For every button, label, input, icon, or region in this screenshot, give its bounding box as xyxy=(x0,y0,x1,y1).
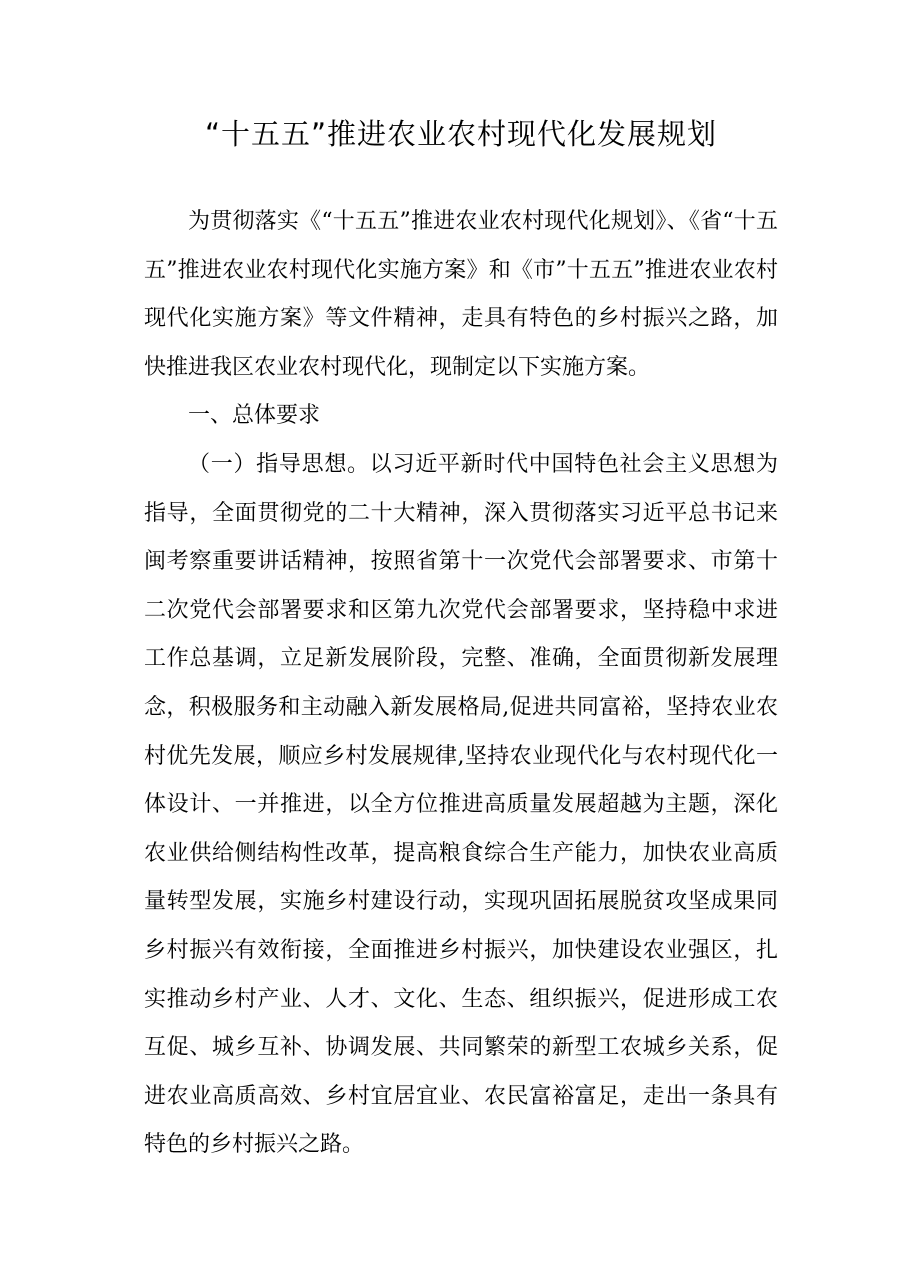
document-title: “十五五”推进农业农村现代化发展规划 xyxy=(204,117,718,151)
document-body xyxy=(144,198,778,1170)
section-heading-general-requirements: 一、总体要求 xyxy=(188,403,321,429)
guiding-ideology-paragraph: （一）指导思想。以习近平新时代中国特色社会主义思想为指导，全面贯彻党的二十大精神，深入贯彻落实习近平总书记来闽考察重要讲话精神，按照省第十一次党代会部署要求、市第十二次党代会部署要求和区第九次党代会部署要求，坚持稳中求进工作总基调，立足新发展阶段，完整、准确，全面贯彻新发展理念，积极服务和主动融入新发展格局,促进共同富裕，坚持农业农村优先发展，顺应乡村发展规律,坚持农业现代化与农村现代化一体设计、一并推进，以全方位推进高质量发展超越为主题，深化农业供给侧结构性改革，提高粮食综合生产能力，加快农业高质量转型发展，实施乡村建设行动，实现巩固拓展脱贫攻坚成果同乡村振兴有效衔接，全面推进乡村振兴，加快建设农业强区，扎实推动乡村产业、人才、文化、生态、组织振兴，促进形成工农互促、城乡互补、协调发展、共同繁荣的新型工农城乡关系，促进农业高质高效、乡村宜居宜业、农民富裕富足，走出一条具有特色的乡村振兴之路。 xyxy=(144,451,778,1158)
intro-paragraph: 为贯彻落实《“十五五”推进农业农村现代化规划》、《省“十五五”推进农业农村现代化实施方案》和《市”十五五”推进农业农村现代化实施方案》等文件精神，走具有特色的乡村振兴之路，加快推进我区农业农村现代化，现制定以下实施方案。 xyxy=(144,209,778,380)
